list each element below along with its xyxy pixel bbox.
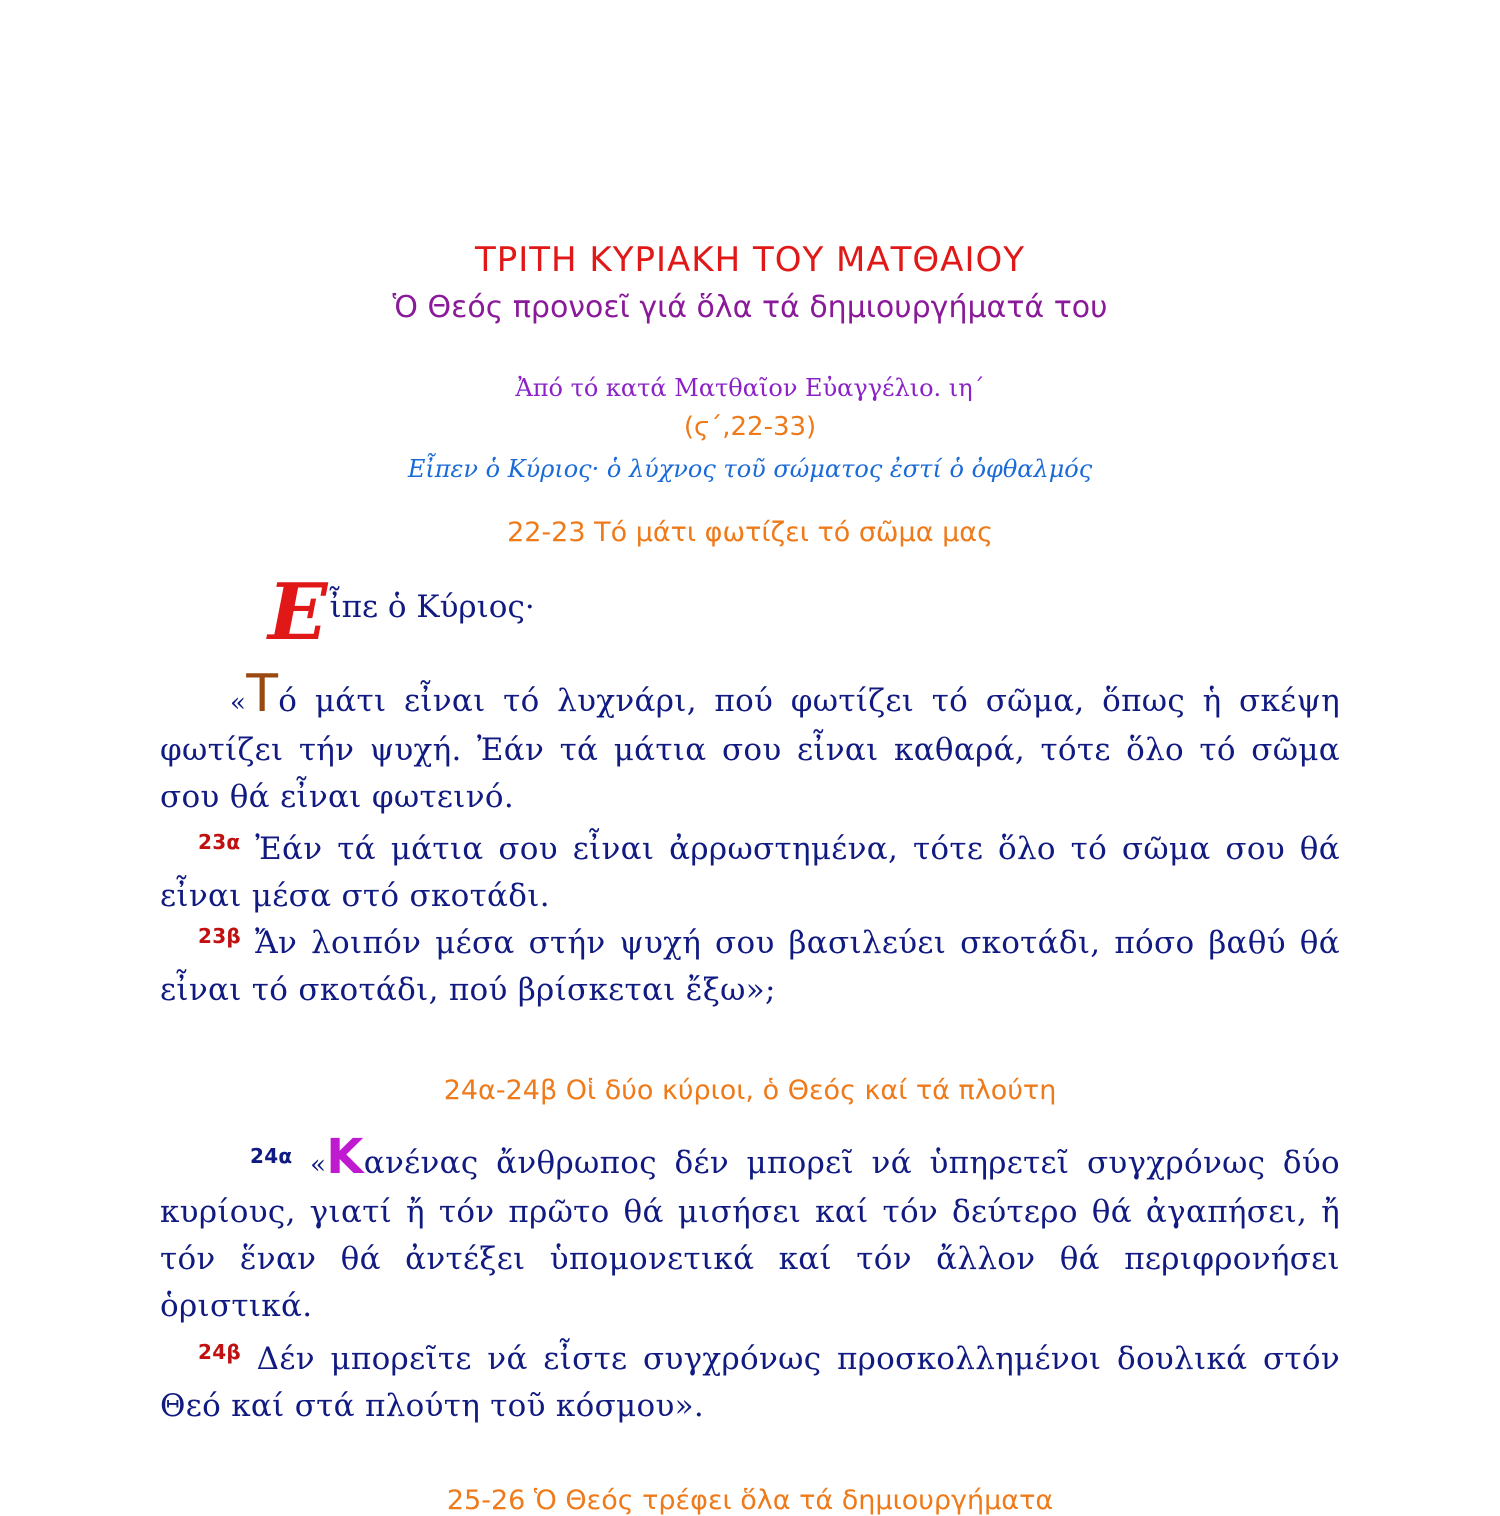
verse-text: ό μάτι εἶναι τό λυχνάρι, πού φωτίζει τό σῶμα, ὅπως ἡ σκέψη φωτίζει τήν ψυχή. Ἐάν τά μάτια σου εἶναι καθαρά, τότε ὅλο τό σῶμα σου θά εἶναι φωτεινό. bbox=[160, 683, 1340, 815]
drop-cap: Κ bbox=[326, 1129, 364, 1185]
section-heading: 25-26 Ὁ Θεός τρέφει ὅλα τά δημιουργήματα bbox=[446, 1485, 1054, 1516]
verse-number: 24α bbox=[250, 1144, 293, 1168]
page-title: ΤΡΙΤΗ ΚΥΡΙΑΚΗ ΤΟΥ ΜΑΤΘΑΙΟΥ bbox=[474, 240, 1025, 280]
verse-paragraph bbox=[160, 920, 1340, 1014]
verse-text: Ἄν λοιπόν μέσα στήν ψυχή σου βασιλεύει σκοτάδι, πόσο βαθύ θά εἶναι τό σκοτάδι, πού βρίσκεται ἔξω»; bbox=[160, 925, 1341, 1008]
chapter-reference: (ϛ΄,22-33) bbox=[683, 412, 817, 442]
ornate-initial: Ε bbox=[268, 567, 328, 658]
section-heading: 22-23 Τό μάτι φωτίζει τό σῶμα μας bbox=[507, 517, 993, 548]
quote-mark: « bbox=[310, 1150, 327, 1180]
verse-number: 24β bbox=[198, 1340, 242, 1364]
verse-text: Δέν μπορεῖτε νά εἶστε συγχρόνως προσκολλημένοι δουλικά στόν Θεό καί στά πλούτη τοῦ κόσμου». bbox=[160, 1341, 1340, 1424]
verse-number: 23β bbox=[198, 924, 242, 948]
verse-paragraph bbox=[160, 664, 1340, 821]
intro-line bbox=[268, 568, 535, 658]
verse-paragraph bbox=[160, 826, 1340, 920]
verse-text: Ἐάν τά μάτια σου εἶναι ἀρρωστημένα, τότε ὅλο τό σῶμα σου θά εἶναι μέσα στό σκοτάδι. bbox=[160, 831, 1340, 914]
verse-paragraph bbox=[160, 1336, 1340, 1430]
drop-cap: Τ bbox=[246, 664, 279, 724]
intro-text: ἶπε ὁ Κύριος· bbox=[329, 589, 535, 625]
verse-text: ανένας ἄνθρωπος δέν μπορεῖ νά ὑπηρετεῖ συγχρόνως δύο κυρίους, γιατί ἤ τόν πρῶτο θά μισήσει καί τόν δεύτερο θά ἀγαπήσει, ἤ τόν ἕναν θά ἀντέξει ὑπομονετικά καί τόν ἄλλον θά περιφρονήσει ὁριστικά. bbox=[160, 1145, 1340, 1324]
quote-mark: « bbox=[230, 688, 247, 718]
incipit-line: Εἶπεν ὁ Κύριος· ὁ λύχνος τοῦ σώματος ἐστί ὁ ὀφθαλμός bbox=[407, 455, 1093, 483]
verse-paragraph bbox=[160, 1129, 1340, 1330]
section-heading: 24α-24β Οἱ δύο κύριοι, ὁ Θεός καί τά πλούτη bbox=[443, 1075, 1057, 1106]
gospel-source: Ἀπό τό κατά Ματθαῖον Εὐαγγέλιο. ιη΄ bbox=[515, 374, 985, 402]
verse-number: 23α bbox=[198, 830, 241, 854]
page-subtitle: Ὁ Θεός προνοεῖ γιά ὅλα τά δημιουργήματά του bbox=[392, 290, 1108, 325]
